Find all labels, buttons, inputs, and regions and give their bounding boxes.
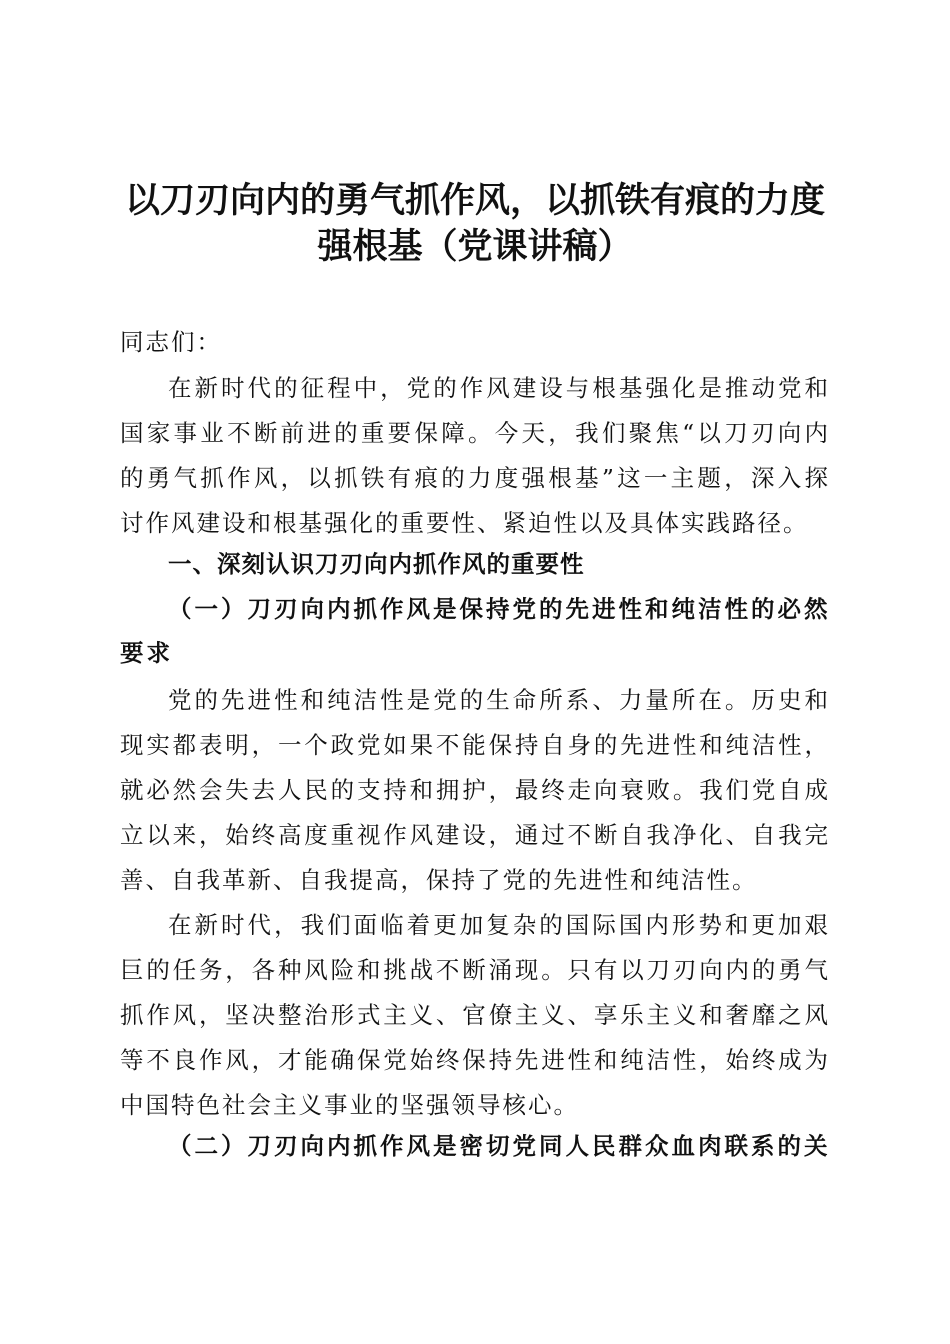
subsection-1-heading-line-1: （一）刀刃向内抓作风是保持党的先进性和纯洁性的必然	[168, 595, 831, 623]
intro-line: 的勇气抓作风，以抓铁有痕的力度强根基”这一主题，深入探	[120, 464, 830, 492]
section-1-heading: 一、深刻认识刀刃向内抓作风的重要性	[168, 550, 585, 578]
intro-line: 国家事业不断前进的重要保障。今天，我们聚焦“以刀刃向内	[120, 419, 830, 447]
paragraph-line: 巨的任务，各种风险和挑战不断涌现。只有以刀刃向内的勇气	[120, 956, 830, 984]
subsection-1-heading-line-2: 要求	[120, 639, 173, 667]
paragraph-line: 中国特色社会主义事业的坚强领导核心。	[120, 1091, 579, 1119]
paragraph-line: 现实都表明，一个政党如果不能保持自身的先进性和纯洁性，	[120, 731, 830, 759]
salutation: 同志们：	[120, 328, 222, 356]
intro-line: 在新时代的征程中，党的作风建设与根基强化是推动党和	[168, 374, 830, 402]
paragraph-line: 在新时代，我们面临着更加复杂的国际国内形势和更加艰	[168, 911, 830, 939]
paragraph-line: 党的先进性和纯洁性是党的生命所系、力量所在。历史和	[168, 686, 830, 714]
paragraph-line: 善、自我革新、自我提高，保持了党的先进性和纯洁性。	[120, 866, 758, 894]
paragraph-line: 立以来，始终高度重视作风建设，通过不断自我净化、自我完	[120, 821, 830, 849]
subsection-2-heading-line-1: （二）刀刃向内抓作风是密切党同人民群众血肉联系的关	[168, 1132, 831, 1160]
document-title-line-1: 以刀刃向内的勇气抓作风，以抓铁有痕的力度	[124, 181, 825, 221]
intro-line: 讨作风建设和根基强化的重要性、紧迫性以及具体实践路径。	[120, 509, 809, 537]
paragraph-line: 等不良作风，才能确保党始终保持先进性和纯洁性，始终成为	[120, 1046, 830, 1074]
document-title-line-2: 强根基（党课讲稿）	[317, 227, 633, 267]
paragraph-line: 就必然会失去人民的支持和拥护，最终走向衰败。我们党自成	[120, 776, 830, 804]
paragraph-line: 抓作风，坚决整治形式主义、官僚主义、享乐主义和奢靡之风	[120, 1001, 830, 1029]
